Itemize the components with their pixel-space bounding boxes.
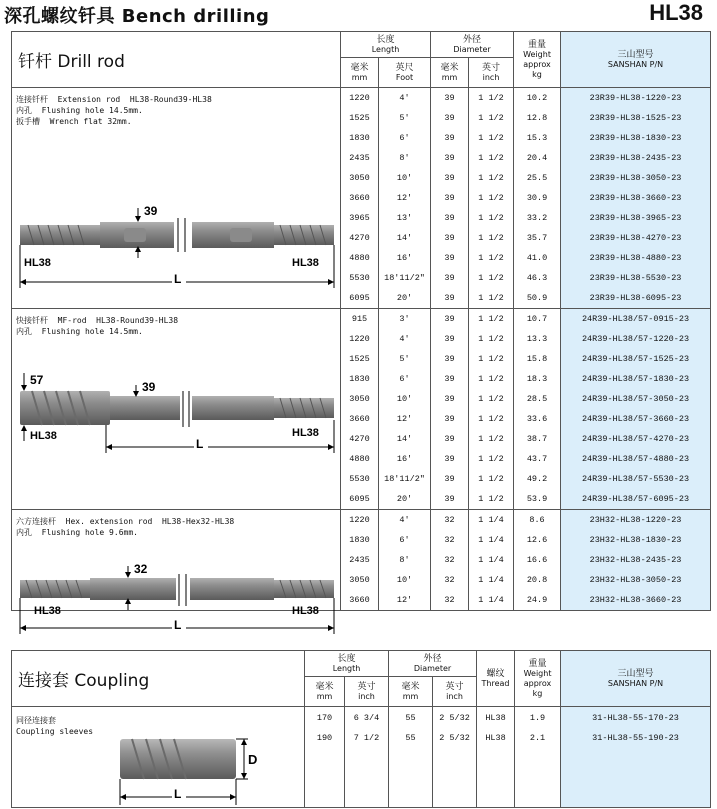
cell-mm: 915	[341, 309, 379, 329]
cell-mm: 1830	[341, 530, 379, 550]
cell-pn: 24R39-HL38/57-4880-23	[561, 449, 711, 469]
cell-kg: 25.5	[514, 168, 561, 188]
rod-shank-right	[192, 396, 274, 420]
description-line: 同径连接套	[16, 716, 56, 725]
cell-dia-mm: 32	[431, 590, 469, 610]
table-row	[12, 707, 711, 733]
right-thread-label: HL38	[292, 605, 319, 617]
cell-kg: 10.7	[514, 309, 561, 329]
cell-dia-mm: 39	[431, 208, 469, 228]
cell-pn: 24R39-HL38/57-3050-23	[561, 389, 711, 409]
cell-dia-in: 1 1/4	[469, 510, 514, 530]
cell-pn: 23R39-HL38-1220-23	[561, 88, 711, 108]
diameter-label: 32	[134, 562, 148, 576]
diameter-label: 39	[142, 380, 156, 394]
cell-ft: 20'	[379, 288, 431, 308]
cell-mm: 190	[305, 733, 345, 808]
cell-kg: 2.1	[515, 733, 561, 808]
cell-pn: 23R39-HL38-6095-23	[561, 288, 711, 308]
cell-dia-in: 1 1/2	[469, 228, 514, 248]
cell-kg: 38.7	[514, 429, 561, 449]
right-thread-label: HL38	[292, 427, 319, 439]
rod-body-shape	[20, 218, 334, 252]
cell-pn: 23R39-HL38-3660-23	[561, 188, 711, 208]
table-row	[12, 309, 711, 329]
cell-ft: 12'	[379, 590, 431, 610]
cell-pn: 24R39-HL38/57-1525-23	[561, 349, 711, 369]
cell-pn: 23H32-HL38-2435-23	[561, 550, 711, 570]
cell-dia-in: 1 1/2	[469, 268, 514, 288]
cell-kg: 24.9	[514, 590, 561, 610]
coupling-thread-header: 螺纹 Thread	[477, 651, 515, 707]
cell-dia-in: 1 1/2	[469, 369, 514, 389]
sleeve-diameter-label: 57	[30, 373, 44, 387]
part-number-header: 三山型号 SANSHAN P/N	[561, 32, 711, 88]
cell-dia-mm: 55	[389, 733, 433, 808]
cell-dia-in: 1 1/2	[469, 248, 514, 268]
extension-rod-drawing	[12, 142, 341, 286]
cell-dia-in: 1 1/2	[469, 489, 514, 509]
wrench-flat-right	[230, 228, 252, 242]
cell-mm: 6095	[341, 489, 379, 509]
cell-thread: HL38	[477, 707, 515, 733]
cell-kg: 33.6	[514, 409, 561, 429]
cell-mm: 1220	[341, 329, 379, 349]
cell-dia-in: 1 1/2	[469, 148, 514, 168]
cell-dia-mm: 39	[431, 389, 469, 409]
cell-mm: 3050	[341, 168, 379, 188]
cell-dia-mm: 39	[431, 369, 469, 389]
cell-ft: 18'11/2"	[379, 469, 431, 489]
coupling-description-cell	[12, 707, 305, 808]
cell-dia-in: 1 1/2	[469, 389, 514, 409]
cell-mm: 3050	[341, 570, 379, 590]
cell-dia-mm: 32	[431, 570, 469, 590]
cell-dia-in: 1 1/2	[469, 128, 514, 148]
cell-dia-mm: 39	[431, 148, 469, 168]
cell-kg: 8.6	[514, 510, 561, 530]
cell-dia-mm: 39	[431, 329, 469, 349]
diameter-inch-header: 英寸 inch	[469, 58, 514, 88]
cell-dia-in: 1 1/2	[469, 208, 514, 228]
cell-ft: 6'	[379, 530, 431, 550]
cell-mm: 3050	[341, 389, 379, 409]
coupling-diameter-header: 外径 Diameter	[389, 651, 477, 677]
cell-dia-mm: 39	[431, 228, 469, 248]
left-thread-section	[20, 225, 100, 245]
cell-dia-in: 2 5/32	[433, 733, 477, 808]
cell-ft: 4'	[379, 510, 431, 530]
coupling-length-header: 长度 Length	[305, 651, 389, 677]
description-line: 内孔 Flushing hole 14.5mm.	[16, 106, 143, 115]
cell-mm: 4270	[341, 228, 379, 248]
cell-mm: 4880	[341, 449, 379, 469]
cell-dia-mm: 39	[431, 469, 469, 489]
cell-dia-in: 1 1/2	[469, 349, 514, 369]
cell-pn: 23H32-HL38-1220-23	[561, 510, 711, 530]
coupling-section-title: 连接套 Coupling	[12, 651, 305, 707]
hex-shank-left	[90, 578, 176, 600]
description-line: 连接钎杆 Extension rod HL38-Round39-HL38	[16, 95, 212, 104]
cell-dia-mm: 39	[431, 168, 469, 188]
cell-thread: HL38	[477, 733, 515, 808]
cell-ft: 20'	[379, 489, 431, 509]
drill-rod-table	[11, 31, 711, 632]
weight-header: 重量 Weight approx kg	[514, 32, 561, 88]
cell-ft: 18'11/2"	[379, 268, 431, 288]
coupling-length-mm-header: 毫米 mm	[305, 677, 345, 707]
cell-inch: 7 1/2	[345, 733, 389, 808]
coupling-length-label: L	[174, 787, 182, 801]
cell-dia-mm: 32	[431, 550, 469, 570]
coupling-part-number-header: 三山型号 SANSHAN P/N	[561, 651, 711, 707]
cell-pn: 23R39-HL38-4270-23	[561, 228, 711, 248]
cell-mm: 3660	[341, 590, 379, 610]
length-label: L	[196, 437, 204, 451]
cell-dia-mm: 39	[431, 449, 469, 469]
right-thread-label: HL38	[292, 257, 319, 269]
cell-pn: 24R39-HL38/57-0915-23	[561, 309, 711, 329]
cell-ft: 4'	[379, 329, 431, 349]
description-line: 快接钎杆 MF-rod HL38-Round39-HL38	[16, 316, 179, 325]
length-label: L	[174, 272, 182, 286]
cell-pn: 23R39-HL38-2435-23	[561, 148, 711, 168]
cell-dia-mm: 39	[431, 288, 469, 308]
cell-pn: 23R39-HL38-3965-23	[561, 208, 711, 228]
cell-dia-mm: 39	[431, 489, 469, 509]
cell-ft: 6'	[379, 369, 431, 389]
cell-kg: 46.3	[514, 268, 561, 288]
cell-pn: 24R39-HL38/57-1830-23	[561, 369, 711, 389]
length-mm-header: 毫米 mm	[341, 58, 379, 88]
cell-ft: 10'	[379, 570, 431, 590]
cell-dia-in: 1 1/2	[469, 288, 514, 308]
drill-rod-section-title: 钎杆 Drill rod	[12, 32, 341, 88]
cell-inch: 6 3/4	[345, 707, 389, 733]
cell-dia-mm: 39	[431, 188, 469, 208]
cell-dia-mm: 39	[431, 128, 469, 148]
cell-kg: 28.5	[514, 389, 561, 409]
wrench-flat-left	[124, 228, 146, 242]
length-foot-header: 英尺 Foot	[379, 58, 431, 88]
cell-dia-mm: 39	[431, 268, 469, 288]
length-label: L	[174, 618, 182, 632]
cell-mm: 4270	[341, 429, 379, 449]
cell-mm: 2435	[341, 550, 379, 570]
cell-dia-in: 1 1/2	[469, 329, 514, 349]
cell-pn: 23R39-HL38-5530-23	[561, 268, 711, 288]
description-line: Coupling sleeves	[16, 727, 94, 736]
cell-kg: 16.6	[514, 550, 561, 570]
cell-dia-in: 1 1/2	[469, 88, 514, 108]
cell-kg: 35.7	[514, 228, 561, 248]
cell-kg: 20.8	[514, 570, 561, 590]
cell-ft: 8'	[379, 550, 431, 570]
table-row	[12, 88, 711, 108]
cell-mm: 3660	[341, 188, 379, 208]
description-line: 六方连接杆 Hex. extension rod HL38-Hex32-HL38	[16, 517, 235, 526]
cell-dia-in: 1 1/2	[469, 429, 514, 449]
diameter-label: 39	[144, 204, 158, 218]
cell-ft: 16'	[379, 248, 431, 268]
mf-rod-drawing	[12, 335, 341, 455]
cell-pn: 23R39-HL38-1525-23	[561, 108, 711, 128]
left-thread-label: HL38	[30, 430, 57, 442]
cell-dia-in: 1 1/2	[469, 108, 514, 128]
cell-ft: 4'	[379, 88, 431, 108]
coupling-table	[11, 650, 711, 808]
cell-dia-mm: 39	[431, 409, 469, 429]
cell-ft: 8'	[379, 148, 431, 168]
cell-ft: 12'	[379, 188, 431, 208]
cell-kg: 53.9	[514, 489, 561, 509]
cell-dia-mm: 39	[431, 349, 469, 369]
cell-pn: 24R39-HL38/57-6095-23	[561, 489, 711, 509]
cell-ft: 10'	[379, 389, 431, 409]
cell-dia-in: 1 1/4	[469, 550, 514, 570]
cell-mm: 1220	[341, 88, 379, 108]
hex-rod-drawing	[12, 530, 341, 640]
cell-ft: 5'	[379, 108, 431, 128]
cell-dia-mm: 32	[431, 530, 469, 550]
left-thread-label: HL38	[34, 605, 61, 617]
cell-dia-in: 1 1/2	[469, 188, 514, 208]
cell-kg: 33.2	[514, 208, 561, 228]
cell-pn: 24R39-HL38/57-4270-23	[561, 429, 711, 449]
cell-pn: 31-HL38-55-170-23	[561, 707, 711, 733]
cell-kg: 10.2	[514, 88, 561, 108]
model-code: HL38	[649, 0, 703, 25]
cell-mm: 1830	[341, 128, 379, 148]
cell-pn: 24R39-HL38/57-1220-23	[561, 329, 711, 349]
cell-kg: 13.3	[514, 329, 561, 349]
description-line: 扳手槽 Wrench flat 32mm.	[16, 117, 132, 126]
cell-ft: 12'	[379, 409, 431, 429]
cell-dia-in: 1 1/2	[469, 469, 514, 489]
cell-kg: 41.0	[514, 248, 561, 268]
cell-dia-mm: 39	[431, 108, 469, 128]
left-thread-label: HL38	[24, 257, 51, 269]
cell-mm: 1525	[341, 108, 379, 128]
cell-kg: 15.8	[514, 349, 561, 369]
cell-kg: 15.3	[514, 128, 561, 148]
hex-shank-right	[190, 578, 274, 600]
length-header: 长度 Length	[341, 32, 431, 58]
cell-mm: 5530	[341, 268, 379, 288]
cell-dia-in: 1 1/4	[469, 570, 514, 590]
cell-ft: 14'	[379, 429, 431, 449]
cell-ft: 13'	[379, 208, 431, 228]
cell-mm: 1830	[341, 369, 379, 389]
cell-mm: 3965	[341, 208, 379, 228]
cell-kg: 18.3	[514, 369, 561, 389]
cell-mm: 1525	[341, 349, 379, 369]
cell-kg: 49.2	[514, 469, 561, 489]
cell-dia-in: 1 1/2	[469, 168, 514, 188]
cell-kg: 30.9	[514, 188, 561, 208]
cell-pn: 23H32-HL38-3050-23	[561, 570, 711, 590]
coupling-diameter-mm-header: 毫米 mm	[389, 677, 433, 707]
coupling-diameter-inch-header: 英寸 inch	[433, 677, 477, 707]
cell-kg: 12.6	[514, 530, 561, 550]
cell-mm: 1220	[341, 510, 379, 530]
cell-pn: 23H32-HL38-1830-23	[561, 530, 711, 550]
product-description-cell	[12, 88, 341, 309]
cell-mm: 2435	[341, 148, 379, 168]
product-description-cell	[12, 510, 341, 632]
cell-mm: 170	[305, 707, 345, 733]
cell-ft: 5'	[379, 349, 431, 369]
cell-kg: 1.9	[515, 707, 561, 733]
cell-pn: 23R39-HL38-3050-23	[561, 168, 711, 188]
rod-shank-left	[110, 396, 180, 420]
diameter-mm-header: 毫米 mm	[431, 58, 469, 88]
cell-pn: 23R39-HL38-4880-23	[561, 248, 711, 268]
description-line: 内孔 Flushing hole 9.6mm.	[16, 528, 138, 537]
cell-pn: 31-HL38-55-190-23	[561, 733, 711, 808]
cell-ft: 14'	[379, 228, 431, 248]
cell-pn: 24R39-HL38/57-3660-23	[561, 409, 711, 429]
coupling-drawing	[12, 715, 305, 805]
cell-dia-in: 1 1/2	[469, 409, 514, 429]
cell-mm: 4880	[341, 248, 379, 268]
cell-dia-in: 2 5/32	[433, 707, 477, 733]
cell-dia-mm: 39	[431, 429, 469, 449]
cell-ft: 16'	[379, 449, 431, 469]
cell-mm: 3660	[341, 409, 379, 429]
diameter-header: 外径 Diameter	[431, 32, 514, 58]
cell-pn: 24R39-HL38/57-5530-23	[561, 469, 711, 489]
cell-dia-in: 1 1/4	[469, 530, 514, 550]
cell-pn: 23H32-HL38-3660-23	[561, 590, 711, 610]
cell-kg: 50.9	[514, 288, 561, 308]
cell-dia-mm: 39	[431, 309, 469, 329]
cell-dia-mm: 32	[431, 510, 469, 530]
cell-kg: 12.8	[514, 108, 561, 128]
coupling-weight-header: 重量 Weight approx kg	[515, 651, 561, 707]
cell-dia-in: 1 1/2	[469, 309, 514, 329]
cell-dia-in: 1 1/2	[469, 449, 514, 469]
cell-dia-mm: 39	[431, 248, 469, 268]
cell-ft: 10'	[379, 168, 431, 188]
coupling-diameter-label: D	[248, 752, 258, 767]
cell-dia-mm: 39	[431, 88, 469, 108]
coupling-length-inch-header: 英寸 inch	[345, 677, 389, 707]
cell-kg: 20.4	[514, 148, 561, 168]
cell-dia-mm: 55	[389, 707, 433, 733]
cell-ft: 6'	[379, 128, 431, 148]
cell-kg: 43.7	[514, 449, 561, 469]
table-row	[12, 510, 711, 530]
cell-pn: 23R39-HL38-1830-23	[561, 128, 711, 148]
cell-dia-in: 1 1/4	[469, 590, 514, 610]
description-line: 内孔 Flushing hole 14.5mm.	[16, 327, 143, 336]
cell-ft: 3'	[379, 309, 431, 329]
page-title: 深孔螺纹钎具 Bench drilling	[4, 6, 270, 27]
cell-mm: 6095	[341, 288, 379, 308]
product-description-cell	[12, 309, 341, 510]
cell-mm: 5530	[341, 469, 379, 489]
